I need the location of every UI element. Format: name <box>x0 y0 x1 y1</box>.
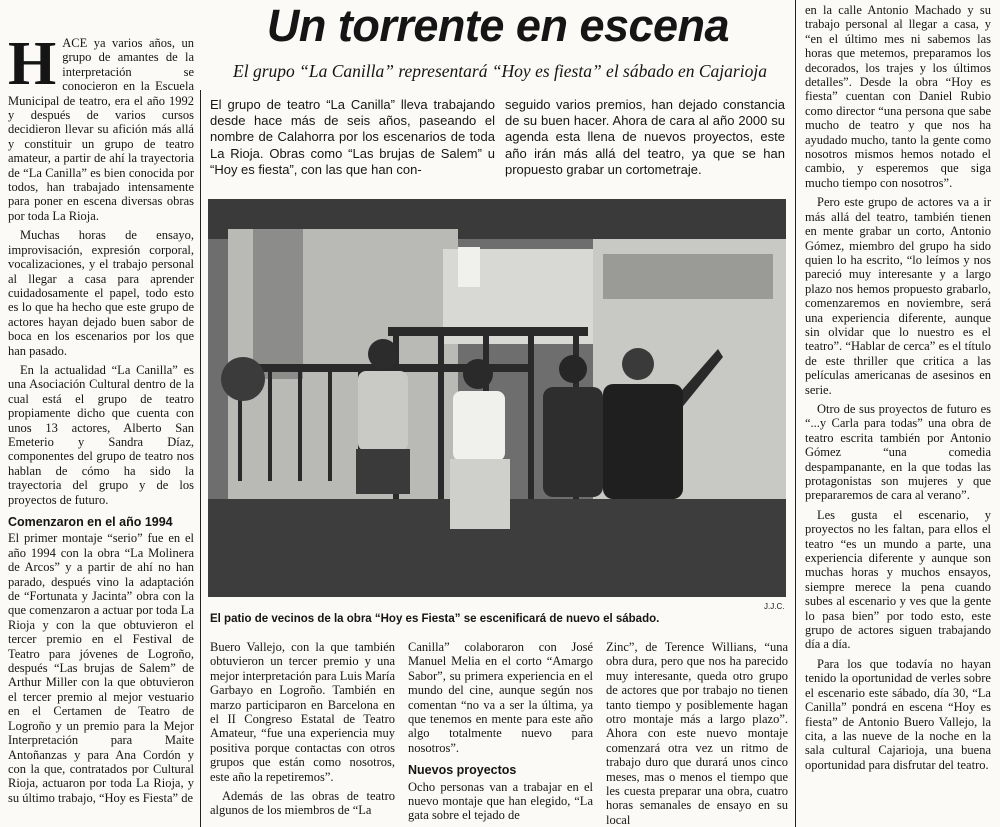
column-4 <box>606 640 788 827</box>
paragraph: Zinc”, de Terence Willians, “una obra dura, pero que nos ha parecido muy interesante, queda otro grupo de actores que por trabajo no tienen tanto tiempo y posiblemente hagan otro montaje más a largo plazo”. Ahora con este nuevo montaje comenzará otra vez un ritmo de trabajo duro que durará unos cinco meses, mas o menos el tiempo que les cuesta preparar una obra, cuatro horas semanales de ensayo en su local <box>606 640 788 827</box>
column-divider <box>795 0 796 827</box>
column-5 <box>805 3 991 826</box>
paragraph: ACE ya varios años, un grupo de amantes de la interpretación se conocieron en la Escuela Municipal de teatro, era el año 1992 y después de varios cursos decidieron llevar su afición más allá y constituir un grupo de teatro amateur, a partir de ahí la trayectoria de “La Canilla” es bien conocida por todos, han trabajado intensamente para poner en escena diversas obras por toda La Rioja. <box>8 36 194 223</box>
section-heading: Nuevos proyectos <box>408 763 517 778</box>
lead-left: El grupo de teatro “La Canilla” lleva trabajando desde hace más de seis años, paseando el nombre de Calahorra por los escenarios de toda La Rioja. Obras como “Las brujas de Salem” u “Hoy es fiesta”, con las que han con- <box>210 97 495 177</box>
paragraph: Además de las obras de teatro algunos de los miembros de “La <box>210 789 395 818</box>
paragraph: Pero este grupo de actores va a ir más allá del teatro, también tienen en mente grabar un corto, Antonio Gómez, miembro del grupo ha sido quien lo ha escrito, “lo leímos y nos pareció muy interesante y a largo plazo nos hemos propuesto grabarlo, comenzaremos en noviembre, será una experiencia diferente, aunque sin olvidar que lo nuestro es el teatro”. “Hablar de cerca” es el título de este thriller que critica a las películas americanas de asesinos en serie. <box>805 195 991 397</box>
paragraph: Muchas horas de ensayo, improvisación, expresión corporal, vocalizaciones, y el trabajo personal al llegar a casa para aprender cuidadosamente el papel, todo esto es lo que ha hecho que este grupo de actores hayan dejado buen sabor de boca en los escenarios por los que han pasado. <box>8 228 194 358</box>
paragraph: En la actualidad “La Canilla” es una Asociación Cultural dentro de la cual está el grupo de teatro propiamente dicho que cuenta con unos 13 actores, Alberto San Emeterio y Sandra Díaz, componentes del grupo de teatro nos hablan de cómo ha sido la trayectoria del grupo y de los proyectos de futuro. <box>8 362 194 507</box>
paragraph: Canilla” colaboraron con José Manuel Melia en el corto “Amargo Sabor”, su primera experiencia en el mundo del cine, aunque según nos comentan “no va a ser la última, ya que tenemos en mente para este año algo totalmente nuevo para nosotros”. <box>408 640 593 755</box>
paragraph: Les gusta el escenario, y proyectos no les faltan, para ellos el teatro “es un mundo a parte, una experiencia diferente y aunque son muchas horas y muchos ensayos, siempre merece la pena cuando subes al escenario y ves que la gente lo pasa bien” por todo esto, este grupo de actores siguen trabajando día a día. <box>805 507 991 652</box>
photo-credit: J.J.C. <box>764 602 785 611</box>
paragraph: Para los que todavía no hayan tenido la oportunidad de verles sobre el escenario este sábado, día 30, “La Canilla” pondrá en escena “Hoy es fiesta” de Antonio Buero Vallejo, la cita, a las nueve de la noche en la sala cultural Cajarioja, una buena oportunidad para disfrutar del teatro. <box>805 656 991 772</box>
stage-photo <box>208 199 786 597</box>
paragraph: Otro de sus proyectos de futuro es “...y Carla para todas” una obra de teatro escrita también por Antonio Gómez “una comedia despampanante, en la que todas las protagonistas son mujeres y que prepararemos de cara al verano”. <box>805 401 991 503</box>
headline: Un torrente en escena <box>266 0 730 51</box>
column-2 <box>210 640 395 827</box>
subheadline: El grupo “La Canilla” representará “Hoy es fiesta” el sábado en Cajarioja <box>233 61 767 81</box>
paragraph: en la calle Antonio Machado y su trabajo personal al llegar a casa, y “en el último mes ni sabemos las horas que metemos, preparamos los decorados, los trajes y los últimos detalles”. Desde la obra “Hoy es fiesta” cuentan con Daniel Rubio como director “una persona que sabe mucho de teatro y que nos ha ayudado mucho, tanto la gente como nosotros mismos hemos notado el cambio, y esperemos que siga mucho tiempo con nosotros”. <box>805 3 991 190</box>
stage-photo-illustration <box>208 199 786 597</box>
paragraph: Buero Vallejo, con la que también obtuvieron un tercer premio y una mejor interpretación para Luis María Garbayo en Logroño. También en marzo participaron en Barcelona en el II Congreso Estatal de Teatro Amateur, “fue una experiencia muy positiva porque contactas con otros grupos que están como nosotros, este año la repetiremos”. <box>210 640 395 784</box>
column-1 <box>8 36 194 826</box>
column-3 <box>408 640 593 827</box>
dropcap: H <box>8 36 57 98</box>
section-heading: Comenzaron en el año 1994 <box>8 515 173 529</box>
column-divider <box>200 90 201 827</box>
photo-caption: El patio de vecinos de la obra “Hoy es Fiesta” se escenificará de nuevo el sábado. <box>210 613 660 625</box>
lead-right: seguido varios premios, han dejado constancia de su buen hacer. Ahora de cara al año 2000 su agenda esta llena de nuevos proyectos, este año irán más allá del teatro, ya que se han propuesto grabar un cortometraje. <box>505 97 785 177</box>
paragraph: Ocho personas van a trabajar en el nuevo montaje que han elegido, “La gata sobre el tejado de <box>408 779 593 823</box>
paragraph: El primer montaje “serio” fue en el año 1994 con la obra “La Molinera de Arcos” y a partir de ahí no han parado, después vino la adaptación de “Fortunata y Jacinta” obra con la que comenzaron a actuar por toda La Rioja y con la que obtuvieron el tercer premio en el Festival de Teatro para jóvenes de Logroño, después “Las brujas de Salem” de Arthur Miller con la que obtuvieron el tercer premio al mejor vestuario en el Certamen de Teatro de Logroño y un premio para la Mejor Interpretación para Maite Antoñanzas y para Ana Cordón y con la que, contratados por Cultural Rioja, actuaron por toda La Rioja, y su último trabajo, “Hoy es Fiesta” de <box>8 531 194 805</box>
